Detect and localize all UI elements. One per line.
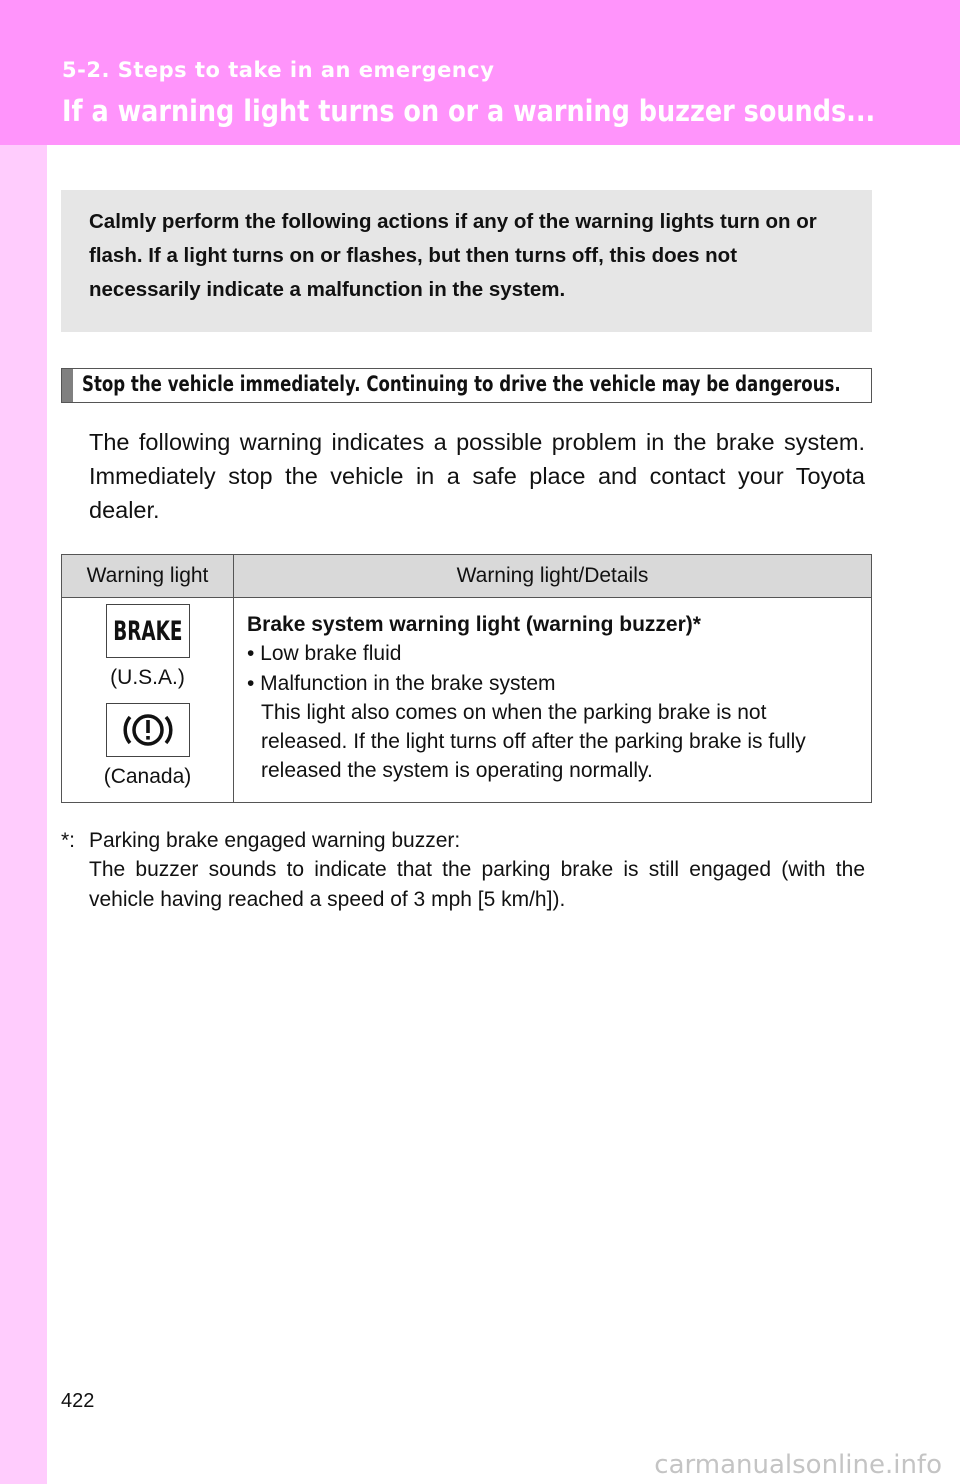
- region-usa: (U.S.A.): [110, 666, 185, 689]
- brake-symbol-svg: [121, 708, 175, 752]
- table-header-row: [62, 555, 872, 598]
- bullet-malfunction: • Malfunction in the brake system: [247, 671, 556, 695]
- footnote-text: The buzzer sounds to indicate that the parking brake is still engaged (with the vehicle having reached a speed of 3 mph [5 km/h]).: [89, 858, 865, 911]
- caution-bar: [61, 368, 872, 403]
- footnote-body: [89, 826, 865, 914]
- intro-box: [61, 190, 872, 332]
- warning-table: [61, 554, 872, 803]
- warning-light-cell: [62, 598, 234, 803]
- page-header: [0, 0, 960, 145]
- bullet-low-fluid: • Low brake fluid: [247, 642, 402, 666]
- caution-stripe: [62, 369, 73, 402]
- details-note: This light also comes on when the parking brake is not released. If the light turns off after the parking brake is fully released the system is operating normally.: [261, 700, 806, 783]
- intro-text: Calmly perform the following actions if any of the warning lights turn on or flash. If a light turns on or flashes, but then turns off, this does not necessarily indicate a malfunction in the system.: [89, 210, 817, 301]
- main-paragraph: The following warning indicates a possible problem in the brake system. Immediately stop the vehicle in a safe place and contact your Toyota dealer.: [89, 429, 865, 523]
- details-cell: [234, 598, 872, 803]
- footnote: [61, 826, 865, 914]
- column-header-light: Warning light: [62, 555, 234, 598]
- details-title: Brake system warning light (warning buzzer)*: [247, 613, 701, 636]
- table-row: [62, 598, 872, 803]
- watermark: carmanualsonline.info: [654, 1450, 942, 1480]
- footnote-title: Parking brake engaged warning buzzer:: [89, 829, 461, 852]
- footnote-mark: *:: [61, 829, 76, 852]
- brake-icon-label: BRAKE: [112, 615, 183, 647]
- circle-exclamation-icon: [106, 703, 190, 757]
- region-canada: (Canada): [103, 765, 192, 788]
- page-title: If a warning light turns on or a warning buzzer sounds...: [62, 94, 876, 128]
- side-tab-strip: [0, 145, 47, 1484]
- page-number: 422: [61, 1390, 95, 1412]
- caution-text: Stop the vehicle immediately. Continuing to drive the vehicle may be dangerous.: [82, 372, 841, 396]
- section-label: 5-2. Steps to take in an emergency: [62, 58, 495, 82]
- brake-text-icon: [106, 604, 190, 658]
- column-header-details: Warning light/Details: [234, 555, 872, 598]
